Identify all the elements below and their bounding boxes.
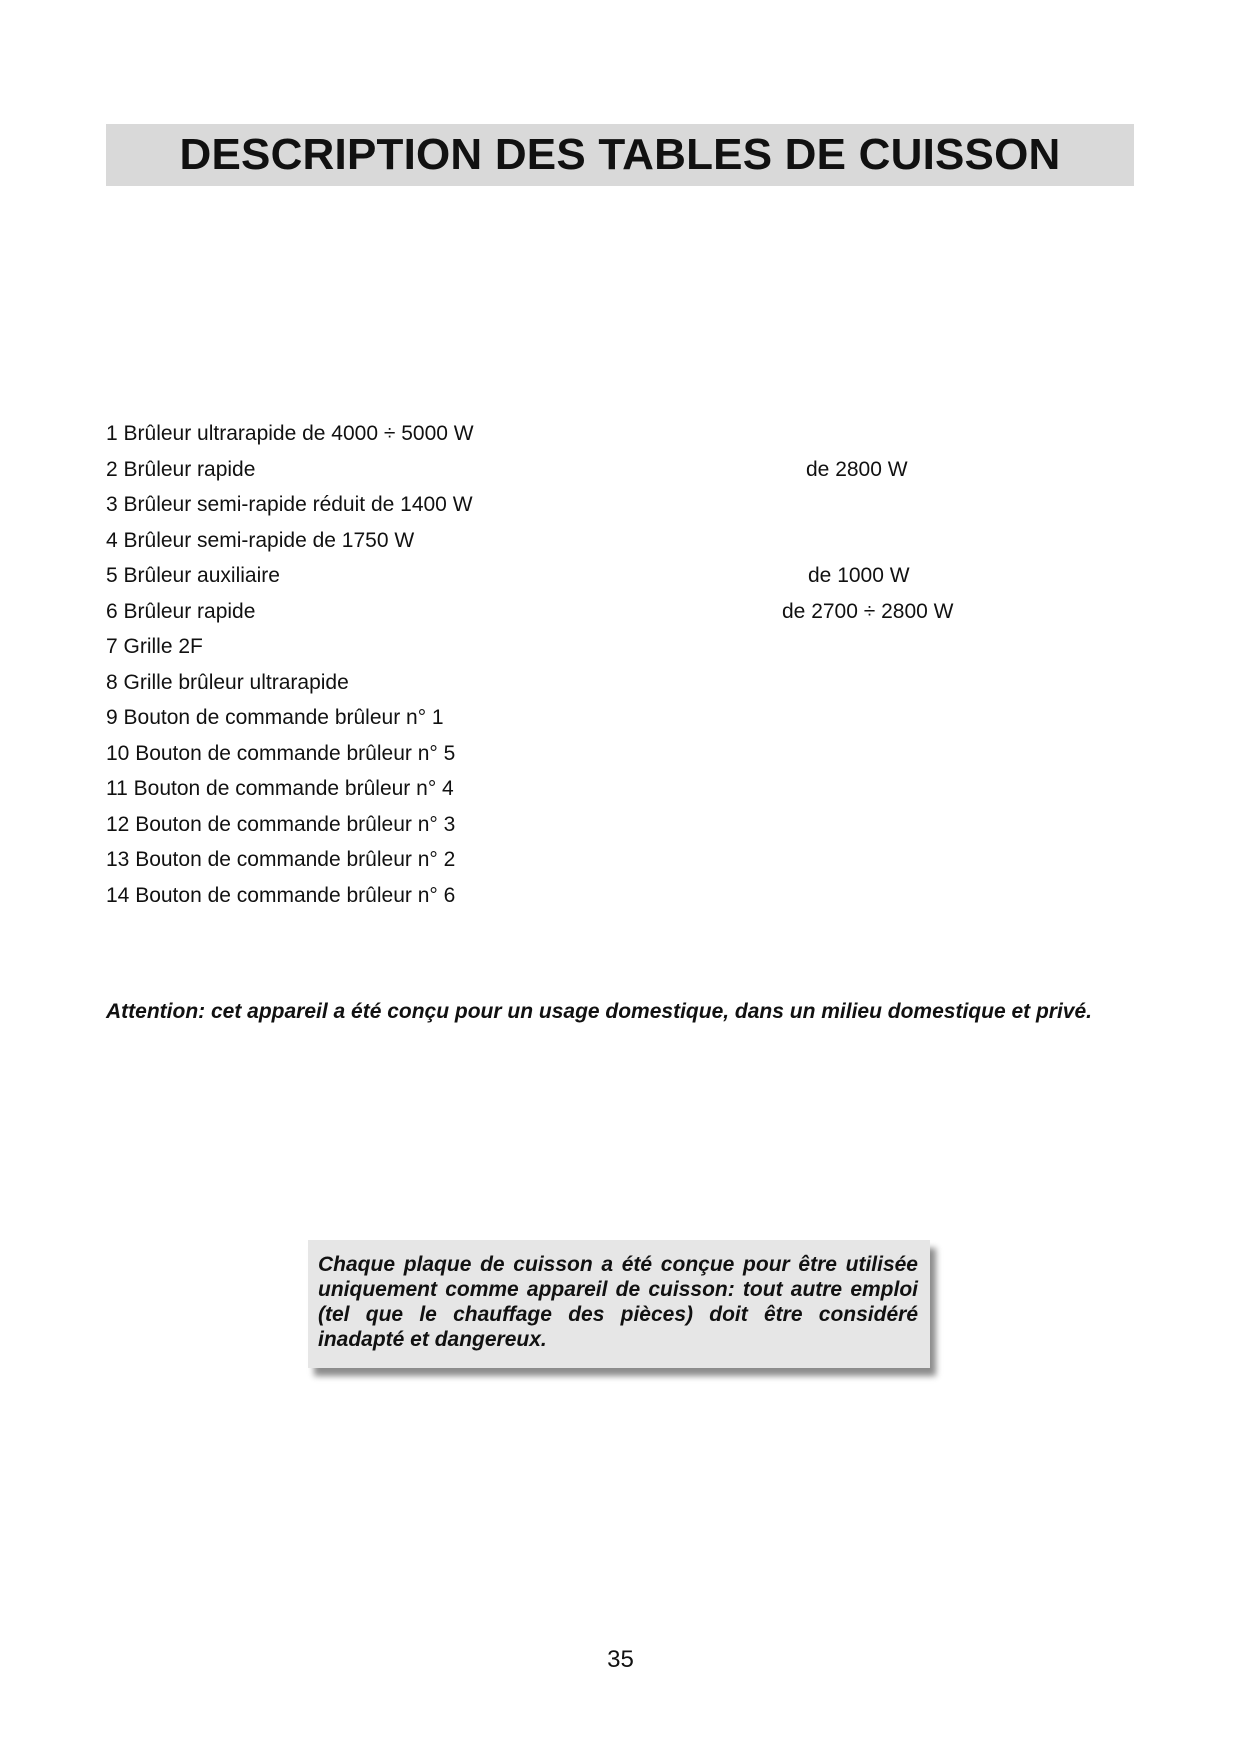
item-label: 9 Bouton de commande brûleur n° 1 [106, 706, 444, 729]
warning-note-text: Chaque plaque de cuisson a été conçue pour être utilisée uniquement comme appareil de cuisson: tout autre emploi (tel que le chauffage des pièces) doit être considéré inadapté et dangereux. [318, 1253, 918, 1351]
burner-list [106, 416, 1106, 913]
item-label: 12 Bouton de commande brûleur n° 3 [106, 812, 456, 836]
item-label: 5 Brûleur auxiliaire [106, 564, 280, 587]
list-item [106, 629, 1106, 665]
item-label: 2 Brûleur rapide [106, 457, 256, 481]
list-item [106, 487, 1106, 523]
list-item [106, 807, 1106, 843]
list-item [106, 523, 1106, 559]
item-label: 11 Bouton de commande brûleur n° 4 [106, 777, 454, 800]
list-item [106, 594, 1106, 630]
list-item [106, 452, 1106, 488]
warning-note-box [308, 1240, 930, 1368]
page-number: 35 [607, 1646, 634, 1673]
item-label: 8 Grille brûleur ultrarapide [106, 670, 349, 694]
page-title: DESCRIPTION DES TABLES DE CUISSON [179, 130, 1061, 179]
list-item [106, 665, 1106, 701]
list-item [106, 558, 1106, 594]
item-label: 1 Brûleur ultrarapide de 4000 ÷ 5000 W [106, 422, 474, 445]
item-value: de 2700 ÷ 2800 W [782, 599, 954, 623]
item-value: de 1000 W [808, 564, 910, 587]
item-label: 3 Brûleur semi-rapide réduit de 1400 W [106, 493, 473, 516]
item-label: 13 Bouton de commande brûleur n° 2 [106, 848, 456, 871]
item-value: de 2800 W [806, 457, 908, 481]
item-label: 7 Grille 2F [106, 635, 203, 658]
list-item [106, 416, 1106, 452]
list-item [106, 700, 1106, 736]
list-item [106, 736, 1106, 772]
item-label: 14 Bouton de commande brûleur n° 6 [106, 883, 456, 907]
item-label: 10 Bouton de commande brûleur n° 5 [106, 741, 456, 765]
list-item [106, 878, 1106, 914]
title-bar [106, 124, 1134, 186]
attention-notice: Attention: cet appareil a été conçu pour un usage domestique, dans un milieu domestique et privé. [106, 1000, 1092, 1023]
item-label: 4 Brûleur semi-rapide de 1750 W [106, 528, 415, 552]
list-item [106, 842, 1106, 878]
item-label: 6 Brûleur rapide [106, 599, 256, 623]
list-item [106, 771, 1106, 807]
